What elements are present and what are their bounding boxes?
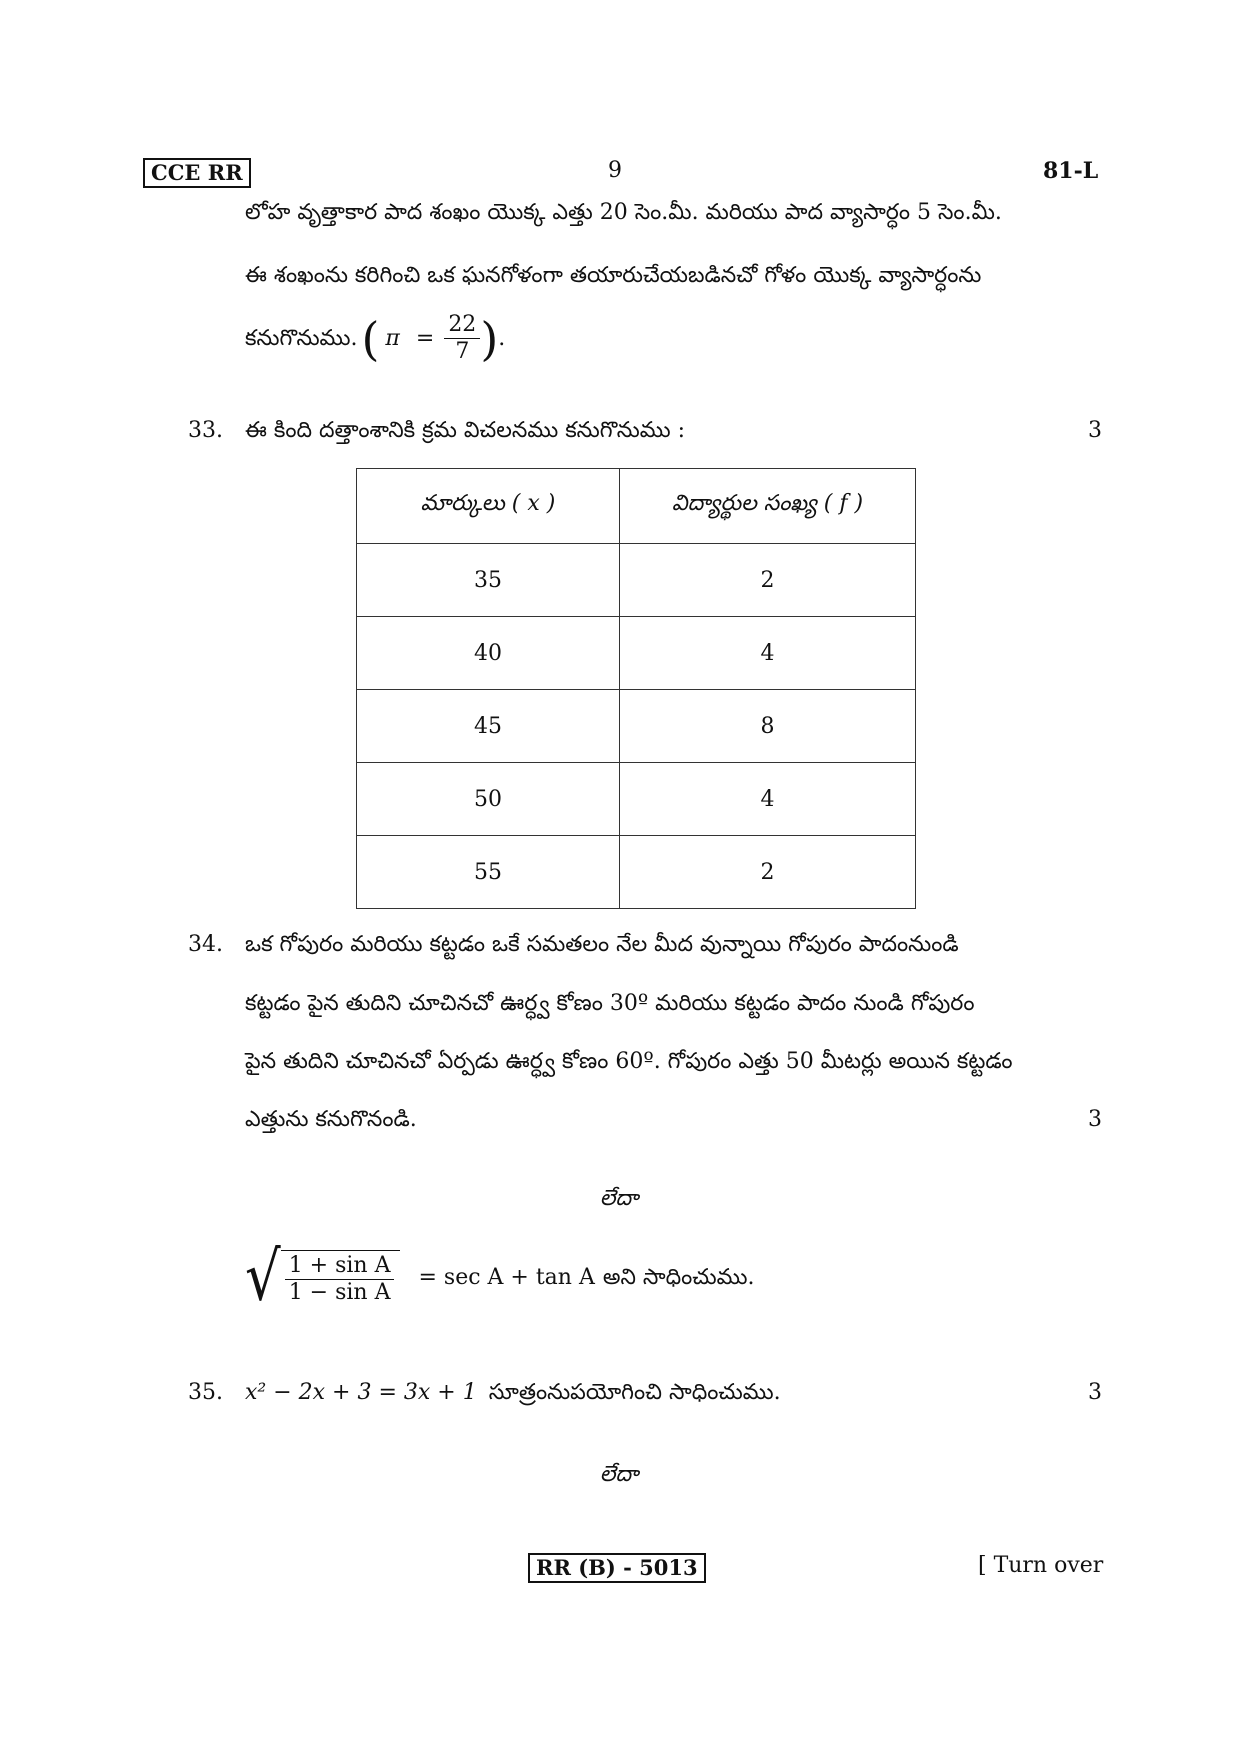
fraction-denominator: 7 bbox=[455, 339, 470, 364]
table-cell-marks: 35 bbox=[357, 544, 620, 617]
radical-sign: √ bbox=[245, 1238, 281, 1317]
q35-text: సూత్రంనుపయోగించి సాధించుము. bbox=[488, 1380, 781, 1405]
table-cell-marks: 50 bbox=[357, 763, 620, 836]
table-row bbox=[357, 617, 916, 690]
identity-rhs: = sec A + tan A bbox=[418, 1265, 595, 1290]
sin-denominator: 1 − sin A bbox=[288, 1280, 391, 1305]
q34-line-2: కట్టడం పైన తుదిని చూచినచో ఊర్ధ్వ కోణం 30º మరియు కట్టడం పాదం నుండి గోపురం bbox=[245, 991, 975, 1016]
open-paren: ( bbox=[361, 311, 380, 366]
fraction-numerator: 22 bbox=[444, 312, 480, 339]
q32-find-text: కనుగొనుము. bbox=[245, 325, 358, 351]
q33-text: ఈ కింది దత్తాంశానికి క్రమ విచలనము కనుగొనుము : bbox=[245, 418, 686, 443]
table-cell-frequency: 8 bbox=[620, 690, 916, 763]
table-row bbox=[357, 690, 916, 763]
q34-line-4: ఎత్తును కనుగొనండి. bbox=[245, 1107, 417, 1132]
table-cell-frequency: 4 bbox=[620, 617, 916, 690]
pi-symbol: π bbox=[385, 325, 400, 351]
identity-prove-text: అని సాధించుము. bbox=[602, 1265, 755, 1290]
square-root bbox=[245, 1238, 400, 1317]
page-number: 9 bbox=[608, 158, 622, 183]
cce-rr-label: CCE RR bbox=[143, 158, 251, 188]
q34-line-1: ఒక గోపురం మరియు కట్టడం ఒకే సమతలం నేల మీద వున్నాయి గోపురం పాదంనుండి bbox=[245, 932, 959, 957]
q34-number: 34. bbox=[188, 932, 223, 957]
table-cell-frequency: 2 bbox=[620, 544, 916, 617]
table-header-row bbox=[357, 469, 916, 544]
table-cell-marks: 55 bbox=[357, 836, 620, 909]
q34-or-label: లేదా bbox=[599, 1186, 639, 1211]
q32-line-3 bbox=[245, 312, 505, 365]
q32-line-2: ఈ శంఖంను కరిగించి ఒక ఘనగోళంగా తయారుచేయబడినచో గోళం యొక్క వ్యాసార్ధంను bbox=[245, 263, 982, 288]
q33-number: 33. bbox=[188, 418, 223, 443]
table-cell-frequency: 4 bbox=[620, 763, 916, 836]
pi-fraction bbox=[444, 312, 480, 365]
table-cell-frequency: 2 bbox=[620, 836, 916, 909]
q33-marks: 3 bbox=[1088, 418, 1102, 443]
q35-or-label: లేదా bbox=[599, 1462, 639, 1487]
sin-fraction bbox=[285, 1253, 395, 1306]
q35-line bbox=[245, 1378, 781, 1408]
equals-sign: = bbox=[415, 325, 435, 351]
radicand bbox=[281, 1250, 401, 1306]
table-cell-marks: 40 bbox=[357, 617, 620, 690]
marks-frequency-table bbox=[356, 468, 916, 909]
turn-over-label: [ Turn over bbox=[978, 1553, 1104, 1578]
table-row bbox=[357, 836, 916, 909]
q32-line-1: లోహ వృత్తాకార పాద శంఖం యొక్క ఎత్తు 20 సెం.మీ. మరియు పాద వ్యాసార్ధం 5 సెం.మీ. bbox=[245, 200, 1002, 225]
q35-number: 35. bbox=[188, 1380, 223, 1405]
close-paren: ) bbox=[480, 311, 499, 366]
table-row bbox=[357, 544, 916, 617]
q35-equation: x² − 2x + 3 = 3x + 1 bbox=[245, 1380, 477, 1405]
sin-numerator: 1 + sin A bbox=[285, 1253, 395, 1280]
q32-period: . bbox=[498, 325, 506, 351]
table-cell-marks: 45 bbox=[357, 690, 620, 763]
paper-code: 81-L bbox=[1043, 158, 1099, 184]
header-students: విద్యార్థుల సంఖ్య ( f ) bbox=[620, 469, 916, 544]
q34-alt-identity bbox=[245, 1238, 755, 1317]
table-row bbox=[357, 763, 916, 836]
q35-marks: 3 bbox=[1088, 1380, 1102, 1405]
q34-line-3: పైన తుదిని చూచినచో ఏర్పడు ఊర్ధ్వ కోణం 60º. గోపురం ఎత్తు 50 మీటర్లు అయిన కట్టడం bbox=[245, 1049, 1013, 1074]
footer-code: RR (B) - 5013 bbox=[528, 1553, 706, 1583]
q34-marks: 3 bbox=[1088, 1107, 1102, 1132]
header-marks: మార్కులు ( x ) bbox=[357, 469, 620, 544]
